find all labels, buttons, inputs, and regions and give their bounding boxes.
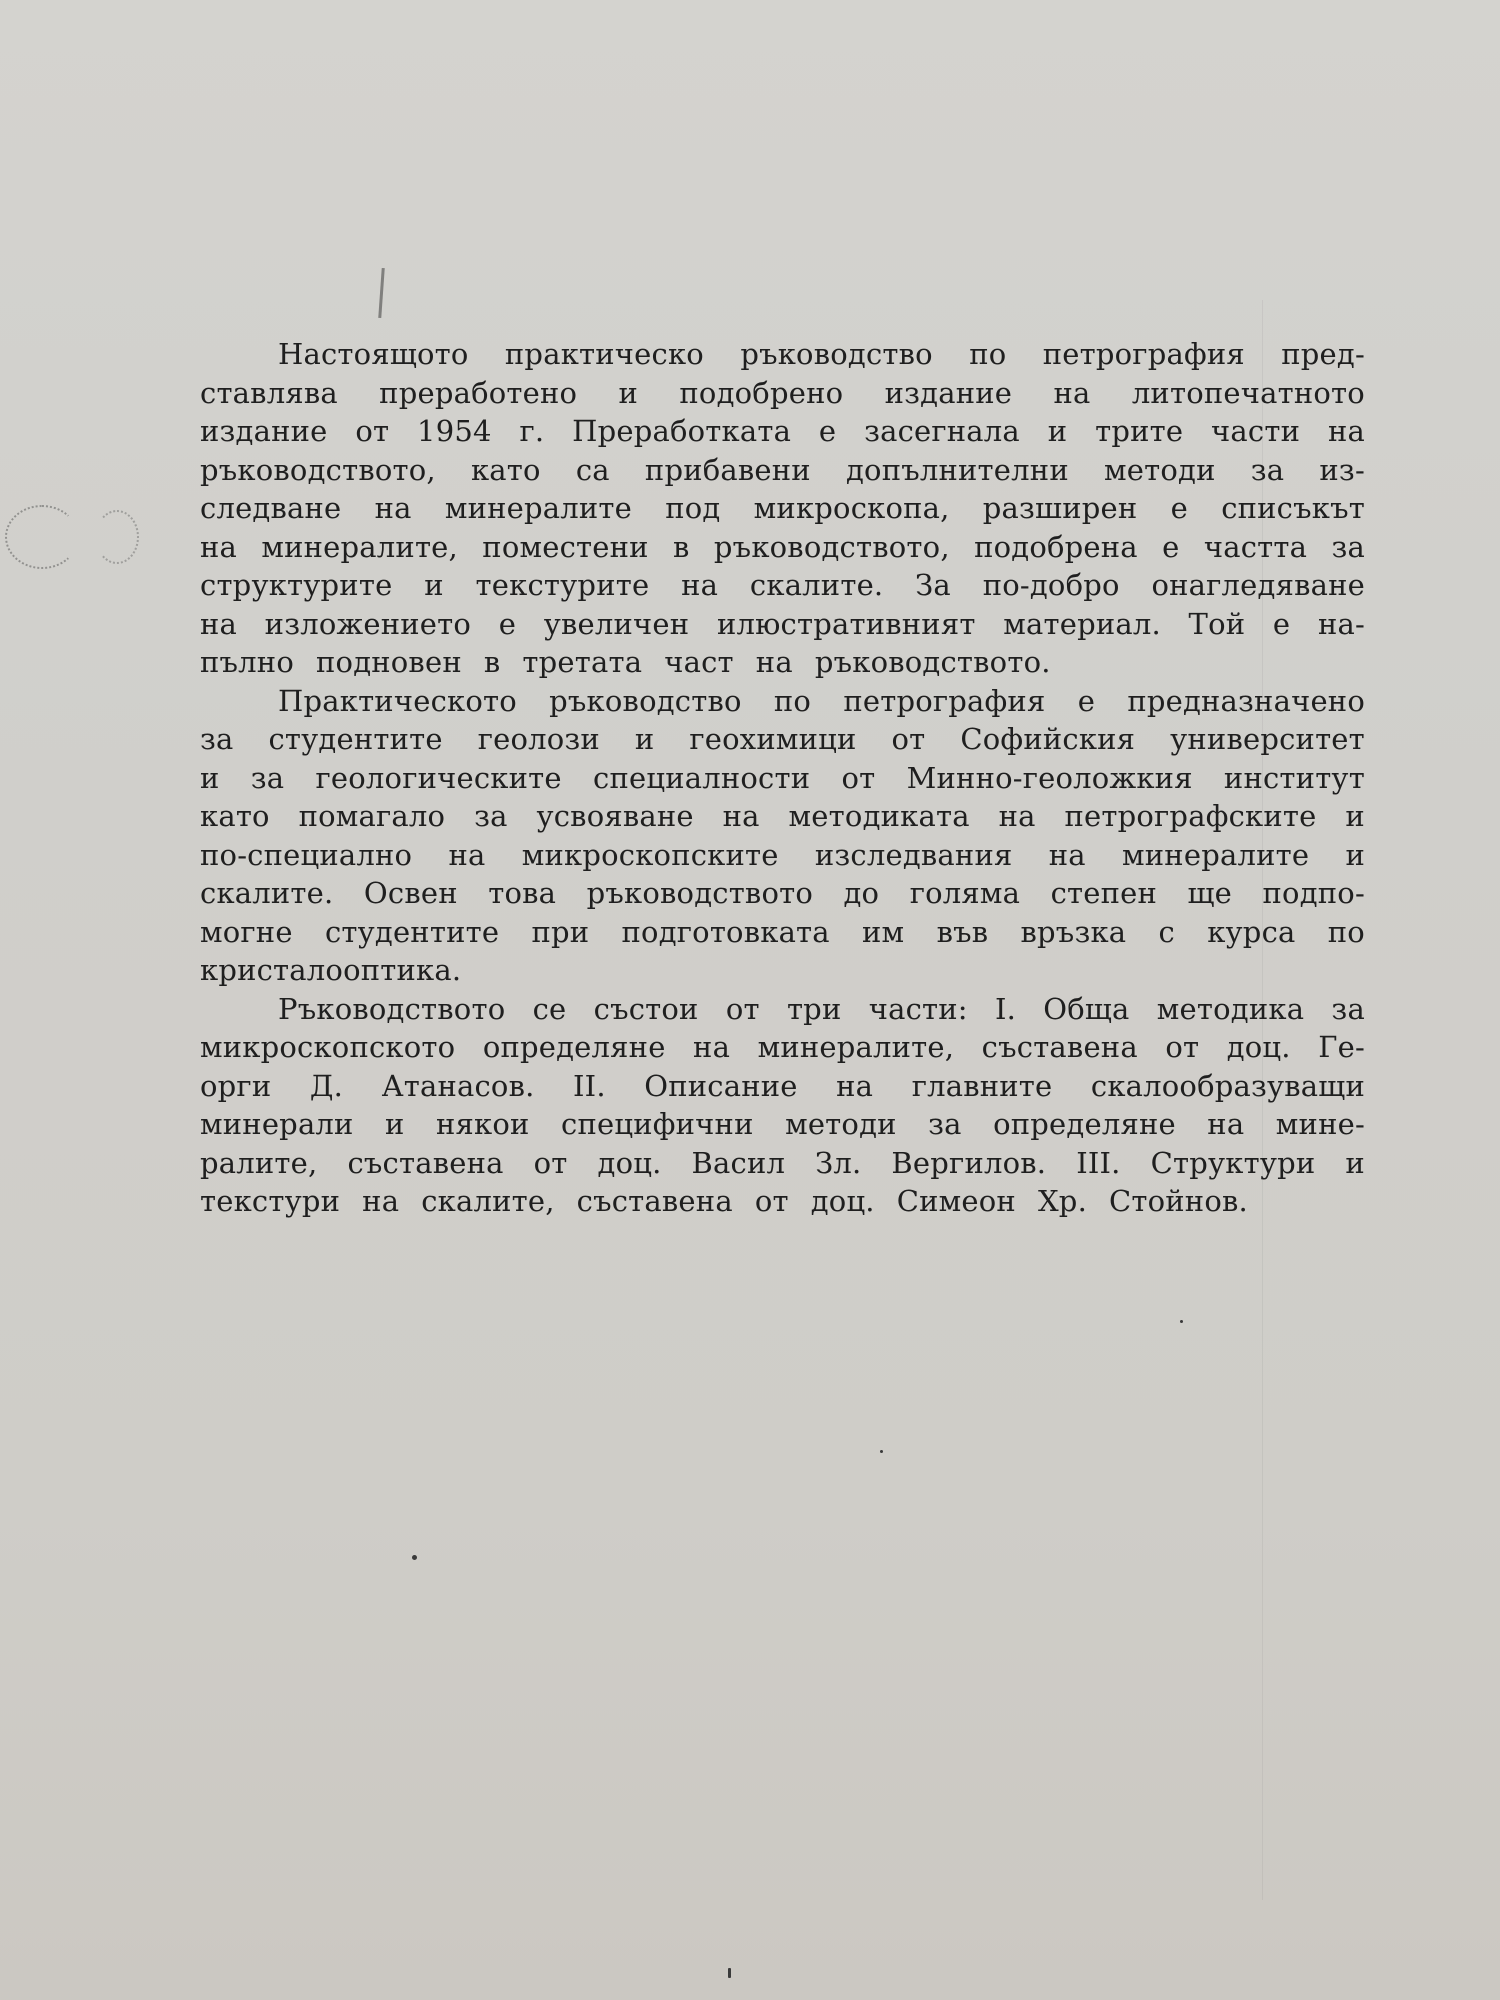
pencil-tick-mark [378, 268, 384, 318]
paper-speck [1180, 1320, 1183, 1323]
paper-speck [728, 1968, 731, 1978]
text-line: ставлява преработено и подобрено издание на литопечатното [200, 375, 1365, 410]
text-line: по-специално на микроскопските изследвания на минералите и [200, 837, 1365, 872]
text-line: Ръководството се състои от три части: I. Обща методика за [278, 991, 1365, 1026]
preface-text [200, 335, 1365, 1221]
text-line: Практическото ръководство по петрография е предназначено [278, 683, 1365, 718]
text-line: ръководството, като са прибавени допълнителни методи за из- [200, 452, 1365, 487]
text-line: следване на минералите под микроскопа, разширен е списъкът [200, 491, 1365, 525]
text-line: издание от 1954 г. Преработката е засегнала и трите части на [200, 414, 1365, 448]
text-line: орги Д. Атанасов. II. Описание на главните скалообразуващи [200, 1068, 1365, 1103]
text-line: кристалооптика. [200, 953, 462, 987]
text-line: могне студентите при подготовката им във връзка с курса по [200, 914, 1365, 949]
faded-stamp-mark-2 [95, 510, 139, 564]
paper-speck [880, 1450, 883, 1453]
text-line: на изложението е увеличен илюстративният материал. Той е на- [200, 606, 1365, 641]
text-line: минерали и някои специфични методи за определяне на мине- [200, 1107, 1365, 1141]
text-line: и за геологическите специалности от Минно-геоложкия институт [200, 760, 1365, 795]
text-line: микроскопското определяне на минералите, съставена от доц. Ге- [200, 1030, 1365, 1064]
text-line: за студентите геолози и геохимици от Софийския университет [200, 722, 1365, 756]
paper-speck [412, 1555, 417, 1560]
faded-stamp-mark [5, 505, 79, 569]
text-line: на минералите, поместени в ръководството, подобрена е частта за [200, 529, 1365, 564]
text-line: като помагало за усвояване на методиката на петрографските и [200, 799, 1365, 833]
text-line: Настоящото практическо ръководство по петрография пред- [278, 337, 1365, 371]
text-line: текстури на скалите, съставена от доц. Симеон Хр. Стойнов. [200, 1184, 1248, 1218]
text-line: пълно подновен в третата част на ръководството. [200, 645, 1051, 679]
text-line: структурите и текстурите на скалите. За по-добро онагледяване [200, 568, 1365, 602]
text-line: скалите. Освен това ръководството до голяма степен ще подпо- [200, 876, 1365, 910]
text-line: ралите, съставена от доц. Васил Зл. Вергилов. III. Структури и [200, 1145, 1365, 1180]
